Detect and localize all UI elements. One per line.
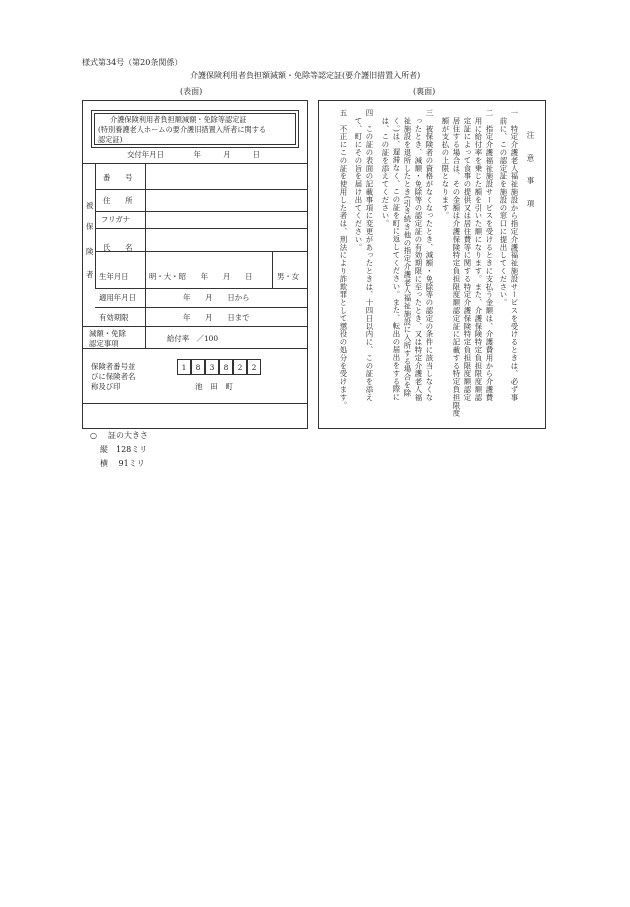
insurer-digit: 3 bbox=[205, 359, 219, 375]
notes-column: 額が支払の上限となります。 bbox=[441, 109, 450, 220]
certificate-title-box bbox=[91, 110, 299, 148]
insurer-digit: 2 bbox=[233, 359, 247, 375]
insurer-digit: 8 bbox=[191, 359, 205, 375]
label-reduction-1: 減額・免除 bbox=[89, 329, 126, 338]
notes-column: 祉施設を退所したとき(引き続き他の指定介護老人福祉施設に入所する場合を除 bbox=[403, 109, 412, 397]
insurer-name: 池 田 町 bbox=[195, 382, 233, 391]
label-furigana: フリガナ bbox=[101, 215, 131, 224]
back-card bbox=[318, 100, 546, 429]
notes-column: 五 不正にこの証を使用した者は、刑法により詐欺罪として懲役の処分を受けます。 bbox=[339, 109, 348, 410]
gender-options: 男・女 bbox=[277, 272, 300, 281]
notes-column: ったとき、減額・免除等の認定証の有効期限に至ったとき、又は特定介護老人福 bbox=[414, 109, 423, 402]
footnote-bullet: ○ bbox=[90, 431, 97, 440]
label-insurer-3: 称及び印 bbox=[91, 382, 121, 391]
form-number: 様式第34号（第20条関係） bbox=[82, 58, 183, 67]
effective-from-value: 年 月 日から bbox=[183, 293, 250, 302]
notes-column: 前に、この認定証を施設の窓口に提出してください。 bbox=[499, 109, 508, 307]
insurer-digit: 2 bbox=[247, 359, 261, 375]
label-address: 住 所 bbox=[103, 196, 133, 205]
notes-column: 四 この証の表面の記載事項に変更があったときは、十四日以内に、この証を添え bbox=[365, 109, 374, 402]
notes-column: は、この証を添えてください。 bbox=[381, 109, 390, 228]
insurer-number-boxes bbox=[177, 359, 261, 375]
label-expiry: 有効期限 bbox=[99, 313, 129, 322]
label-name: 氏 名 bbox=[103, 243, 133, 252]
insurer-digit: 1 bbox=[177, 359, 191, 375]
notes-column: 一 特定介護老人福祉施設から指定介護福祉施設サービスを受けるときは、必ず事 bbox=[510, 109, 519, 402]
notes-column: 用に給付率を乗じた額を引いた額になります。また、介護保険特定負担限度額認 bbox=[474, 109, 483, 402]
front-card bbox=[82, 100, 308, 429]
expiry-value: 年 月 日まで bbox=[183, 313, 250, 322]
notes-column: 三 被保険者の資格がなくなったとき、減額・免除等の認定の条件に該当しなくな bbox=[425, 109, 434, 402]
label-number: 番 号 bbox=[103, 173, 133, 182]
birthdate-era-options: 明・大・昭 年 月 日 bbox=[149, 272, 253, 281]
benefit-rate: 給付率 ／100 bbox=[167, 334, 219, 343]
footnote-label: 証の大きさ bbox=[108, 431, 148, 440]
notes-column: 定証によって食事の提供又は居住費等に関する特定介護保険特定負担限度額認定 bbox=[463, 109, 472, 402]
issue-date: 交付年月日 年 月 日 bbox=[127, 150, 261, 159]
back-label: (裏面) bbox=[413, 87, 436, 96]
notes-column: く。)は、遅滞なく、この証を町に返してください。また、転出の届出をする際に bbox=[392, 109, 401, 401]
label-birthdate: 生年月日 bbox=[99, 272, 129, 281]
label-insurer-1: 保険者番号並 bbox=[91, 362, 136, 371]
label-effective-from: 適用年月日 bbox=[99, 293, 136, 302]
insured-vertical-3: 険 bbox=[86, 247, 94, 256]
label-insurer-2: びに保険者名 bbox=[91, 372, 136, 381]
label-reduction-2: 認定事項 bbox=[89, 339, 119, 348]
notes-heading: 注 意 事 項 bbox=[526, 131, 535, 211]
certificate-title-line-3: 認定証) bbox=[98, 135, 123, 144]
notes-column: 二 指定介護福祉施設サービスを受けるときに支払う金額は、介護費用から介護費 bbox=[485, 109, 494, 402]
footnote-width: 横 91ミリ bbox=[100, 459, 145, 468]
insurer-digit: 8 bbox=[219, 359, 233, 375]
notes-column: 居住する場合は、その金額は介護保険特定負担限度額認定証に記載する特定負担限度 bbox=[452, 109, 461, 418]
insured-vertical-2: 保 bbox=[86, 222, 94, 231]
notes-column: て、町にその旨を届け出てください。 bbox=[354, 109, 363, 252]
insured-vertical-1: 被 bbox=[86, 201, 94, 210]
footnote-height: 縦 128ミリ bbox=[100, 445, 148, 454]
certificate-title-line-1: 介護保険利用者負担額減額・免除等認定証 bbox=[110, 115, 247, 124]
front-label: (表面) bbox=[180, 87, 203, 96]
insured-vertical-4: 者 bbox=[86, 270, 94, 279]
document-title: 介護保険利用者負担額減額・免除等認定証(要介護旧措置入所者) bbox=[190, 71, 421, 80]
certificate-title-line-2: (特別養護老人ホームの要介護旧措置入所者に関する bbox=[98, 125, 267, 134]
